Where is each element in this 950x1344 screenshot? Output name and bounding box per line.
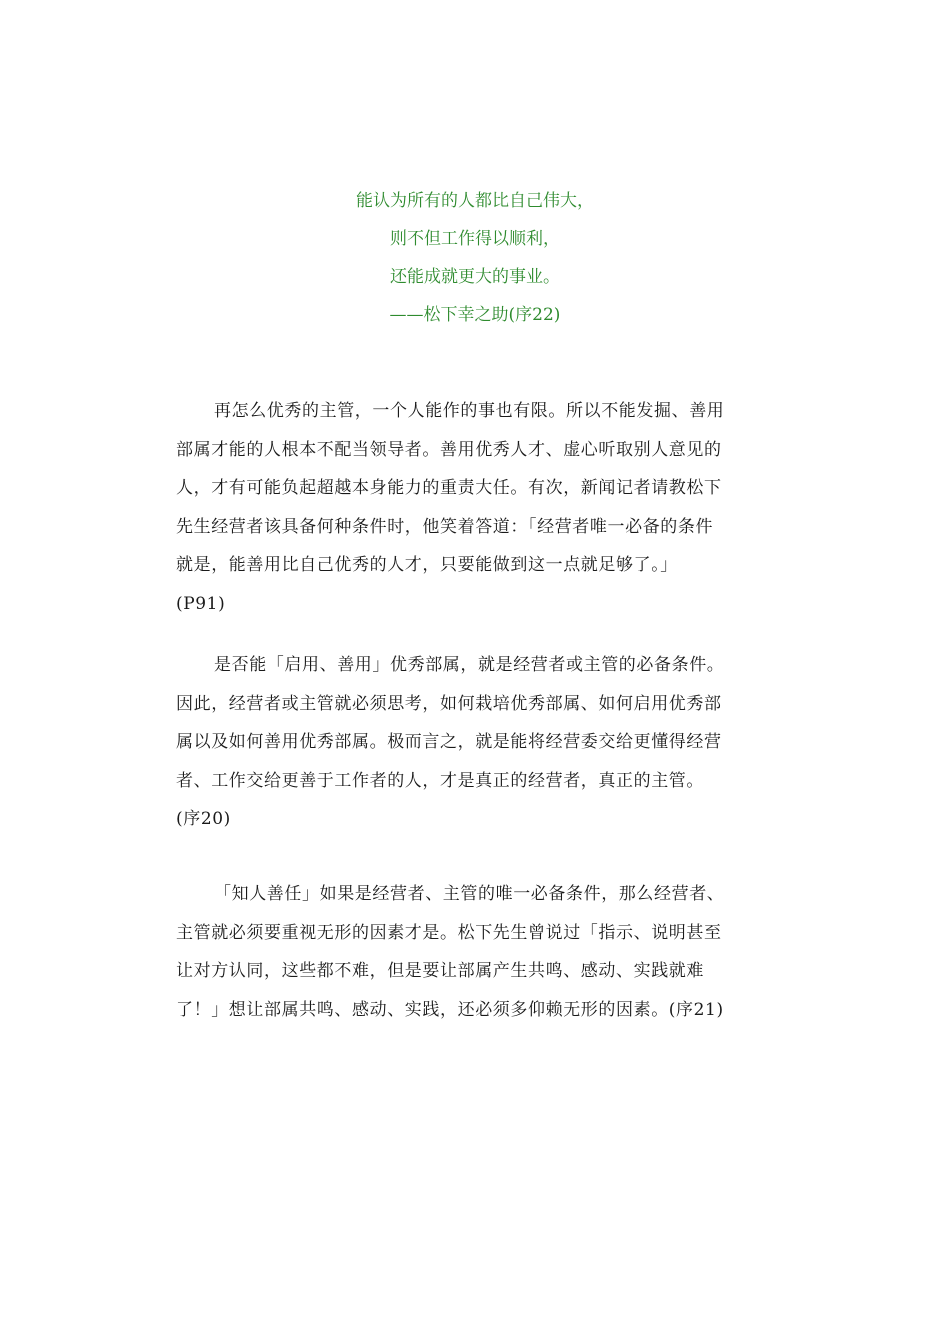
paragraph-2-line-1: 是否能「启用、善用」优秀部属，就是经营者或主管的必备条件。 <box>214 655 725 675</box>
paragraph-1-line-5: 就是，能善用比自己优秀的人才，只要能做到这一点就足够了。」 <box>176 555 678 575</box>
quote-line-2: 则不但工作得以顺利， <box>390 229 560 249</box>
paragraph-2-line-4: 者、工作交给更善于工作者的人，才是真正的经营者，真正的主管。 <box>176 770 704 791</box>
quote-line-3: 还能成就更大的事业。 <box>390 267 560 287</box>
paragraph-1-citation: (P91) <box>176 593 226 614</box>
paragraph-1-line-4: 先生经营者该具备何种条件时，他笑着答道：「经营者唯一必备的条件 <box>176 516 714 537</box>
paragraph-3-line-1: 「知人善任」如果是经营者、主管的唯一必备条件，那么经营者、 <box>214 884 725 904</box>
paragraph-1-line-3: 人，才有可能负起超越本身能力的重责大任。有次，新闻记者请教松下 <box>176 478 722 498</box>
paragraph-1 <box>176 392 776 623</box>
paragraph-3-line-3: 让对方认同，这些都不难，但是要让部属产生共鸣、感动、实践就难 <box>176 961 704 981</box>
paragraph-2-line-3: 属以及如何善用优秀部属。极而言之，就是能将经营委交给更懂得经营 <box>176 732 722 752</box>
quote-attribution: ——松下幸之助(序22) <box>389 305 561 325</box>
paragraph-3-line-4: 了！」想让部属共鸣、感动、实践，还必须多仰赖无形的因素。(序21) <box>176 999 724 1020</box>
quote-line-1: 能认为所有的人都比自己伟大， <box>356 191 594 211</box>
epigraph-quote <box>0 182 950 334</box>
paragraph-3-line-2: 主管就必须要重视无形的因素才是。松下先生曾说过「指示、说明甚至 <box>176 922 722 943</box>
paragraph-1-line-1: 再怎么优秀的主管，一个人能作的事也有限。所以不能发掘、善用 <box>214 401 725 421</box>
paragraph-2 <box>176 646 776 839</box>
paragraph-2-citation: (序20) <box>176 809 231 829</box>
paragraph-2-line-2: 因此，经营者或主管就必须思考，如何栽培优秀部属、如何启用优秀部 <box>176 693 722 714</box>
paragraph-3 <box>176 875 776 1029</box>
paragraph-1-line-2: 部属才能的人根本不配当领导者。善用优秀人才、虚心听取别人意见的 <box>176 439 722 460</box>
